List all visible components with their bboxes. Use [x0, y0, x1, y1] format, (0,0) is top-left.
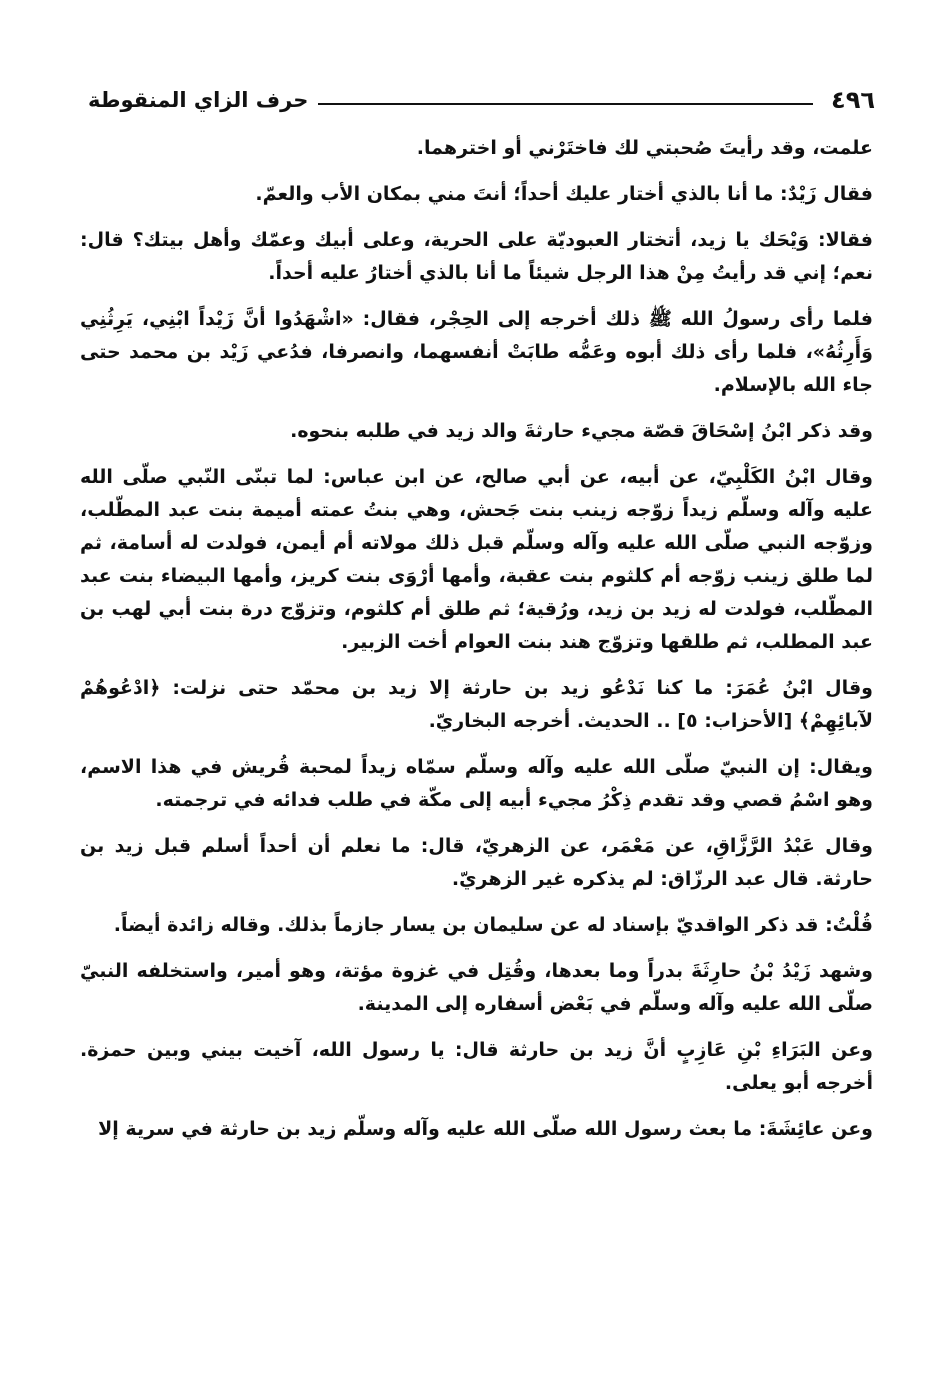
header-rule — [318, 103, 813, 105]
paragraph: علمت، وقد رأيتَ صُحبتي لك فاختَرْني أو اخترهما. — [416, 137, 873, 159]
paragraph: فقال زَيْدٌ: ما أنا بالذي أختار عليك أحداً؛ أنتَ مني بمكان الأب والعمّ. — [255, 183, 873, 205]
paragraph: قُلْتُ: قد ذكر الواقديّ بإسناد له عن سليمان بن يسار جازماً بذلك. وقاله زائدة أيضاً. — [113, 914, 873, 936]
body-text — [80, 132, 873, 1159]
paragraph: وعن عائِشَةَ: ما بعث رسول الله صلّى الله عليه وآله وسلّم زيد بن حارثة في سرية إلا — [98, 1118, 873, 1140]
paragraph: وقال ابْنُ عُمَرَ: ما كنا نَدْعُو زيد بن حارثة إلا زيد بن محمّد حتى نزلت: ﴿ادْعُوهُمْ لآبائِهِمْ﴾ [الأحزاب: ٥] .. الحديث. أخرجه البخاريّ. — [80, 677, 873, 732]
paragraph: ويقال: إن النبيّ صلّى الله عليه وآله وسلّم سمّاه زيداً لمحبة قُريش في هذا الاسم، وهو اسْمُ قصي وقد تقدم ذِكْرُ مجيء أبيه إلى مكّة في طلب فدائه في ترجمته. — [80, 756, 873, 811]
page-header — [88, 80, 875, 120]
paragraph: وشهد زَيْدُ بْنُ حارِثَةَ بدراً وما بعدها، وقُتِل في غزوة مؤتة، وهو أمير، واستخلفه النبيّ صلّى الله عليه وآله وسلّم في بَعْض أسفاره إلى المدينة. — [80, 960, 873, 1015]
paragraph: فلما رأى رسولُ الله ﷺ ذلك أخرجه إلى الحِجْر، فقال: «اشْهَدُوا أنَّ زَيْداً ابْنِي، يَرِثُنِي وَأَرِثُهُ»، فلما رأى ذلك أبوه وعَمُّه طابَتْ أنفسهما، وانصرفا، فدُعي زَيْد بن محمد حتى جاء الله بالإسلام. — [80, 308, 873, 396]
paragraph: وقال عَبْدُ الرَّزَّاقِ، عن مَعْمَر، عن الزهريّ، قال: ما نعلم أن أحداً أسلم قبل زيد بن حارثة. قال عبد الرزّاق: لم يذكره غير الزهريّ. — [80, 835, 873, 890]
page-number: ٤٩٦ — [831, 86, 875, 114]
paragraph: وقد ذكر ابْنُ إسْحَاقَ قصّة مجيء حارثةَ والد زيد في طلبه بنحوه. — [290, 420, 873, 442]
paragraph: وعن البَرَاءِ بْنِ عَازِبٍ أنَّ زيد بن حارثة قال: يا رسول الله، آخيت بيني وبين حمزة. أخرجه أبو يعلى. — [80, 1039, 873, 1094]
running-title: حرف الزاي المنقوطة — [88, 88, 309, 112]
paragraph: وقال ابْنُ الكَلْبِيّ، عن أبيه، عن أبي صالح، عن ابن عباس: لما تبنّى النّبي صلّى الله عليه وآله وسلّم زيداً زوّجه زينب بنت جَحش، وهي بنتُ عمته أميمة بنت عبد المطّلب، وزوّجه النبي صلّى الله عليه وآله وسلّم قبل ذلك مولاته أم أيمن، فولدت له أسامة، ثم لما طلق زينب زوّجه أم كلثوم بنت عقبة، وأمها أرْوَى بنت كريز، وأمها البيضاء بنت عبد المطّلب، فولدت له زيد بن زيد، ورُقية؛ ثم طلق أم كلثوم، وتزوّج درة بنت أبي لهب بن عبد المطلب، ثم طلقها وتزوّج هند بنت العوام أخت الزبير. — [80, 466, 873, 653]
paragraph: فقالا: وَيْحَك يا زيد، أتختار العبوديّة على الحرية، وعلى أبيك وعمّك وأهل بيتك؟ قال: نعم؛ إني قد رأيتُ مِنْ هذا الرجل شيئاً ما أنا بالذي أختارُ عليه أحداً. — [80, 229, 873, 284]
